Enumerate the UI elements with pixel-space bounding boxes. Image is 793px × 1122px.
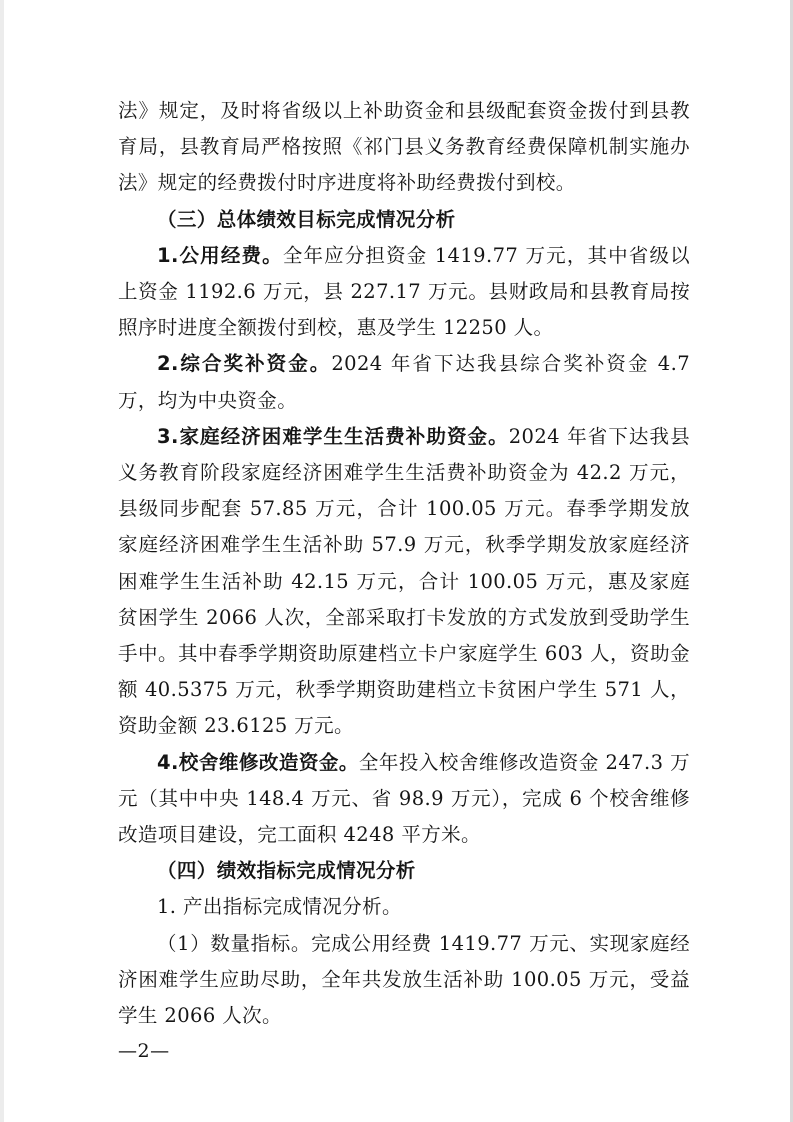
section-heading-3: （三）总体绩效目标完成情况分析 bbox=[157, 207, 456, 231]
paragraph-output-indicators: 1. 产出指标完成情况分析。 bbox=[157, 895, 402, 919]
lead-living-subsidy: 3.家庭经济困难学生生活费补助资金。 bbox=[157, 424, 509, 448]
paragraph-comprehensive-award bbox=[118, 346, 690, 418]
section-heading-4: （四）绩效指标完成情况分析 bbox=[157, 859, 416, 883]
text-comprehensive-award: 2024 年省下达我县综合奖补资金 4.7 万，均为中央资金。 bbox=[118, 352, 690, 412]
text-public-funds: 全年应分担资金 1419.77 万元，其中省级以上资金 1192.6 万元，县 227.17 万元。县财政局和县教育局按照序时进度全额拨付到校，惠及学生 12250 人。 bbox=[118, 243, 691, 340]
paragraph-continuation: 法》规定，及时将省级以上补助资金和县级配套资金拨付到县教育局，县教育局严格按照《祁门县义务教育经费保障机制实施办法》规定的经费拨付时序进度将补助经费拨付到校。 bbox=[118, 99, 690, 195]
paragraph-public-funds bbox=[118, 238, 690, 347]
lead-public-funds: 1.公用经费。 bbox=[157, 243, 283, 267]
scan-left-edge bbox=[0, 0, 4, 1122]
paragraph-school-repair bbox=[118, 745, 690, 854]
paragraph-living-subsidy bbox=[118, 419, 690, 745]
text-school-repair: 全年投入校舍维修改造资金 247.3 万元（其中中央 148.4 万元、省 98.9 万元），完成 6 个校舍维修改造项目建设，完工面积 4248 平方米。 bbox=[118, 750, 690, 847]
lead-school-repair: 4.校舍维修改造资金。 bbox=[157, 750, 359, 774]
document-body bbox=[118, 93, 690, 1034]
lead-comprehensive-award: 2.综合奖补资金。 bbox=[157, 352, 332, 376]
page-number: —2— bbox=[118, 1040, 170, 1062]
text-living-subsidy: 2024 年省下达我县义务教育阶段家庭经济困难学生生活费补助资金为 42.2 万元，县级同步配套 57.85 万元，合计 100.05 万元。春季学期发放家庭经济困难学生生活补助 57.9 万元，秋季学期发放家庭经济困难学生生活补助 42.15 万元，合计 100.05 万元，惠及家庭贫困学生 2066 人次，全部采取打卡发放的方式发放到受助学生手中。其中春季学期资助原建档立卡户家庭学生 603 人，资助金额 40.5375 万元，秋季学期资助建档立卡贫困户学生 571 人，资助金额 23.6125 万元。 bbox=[118, 424, 690, 738]
paragraph-quantity-indicators: （1）数量指标。完成公用经费 1419.77 万元、实现家庭经济困难学生应助尽助，全年共发放生活补助 100.05 万元，受益学生 2066 人次。 bbox=[118, 931, 690, 1028]
